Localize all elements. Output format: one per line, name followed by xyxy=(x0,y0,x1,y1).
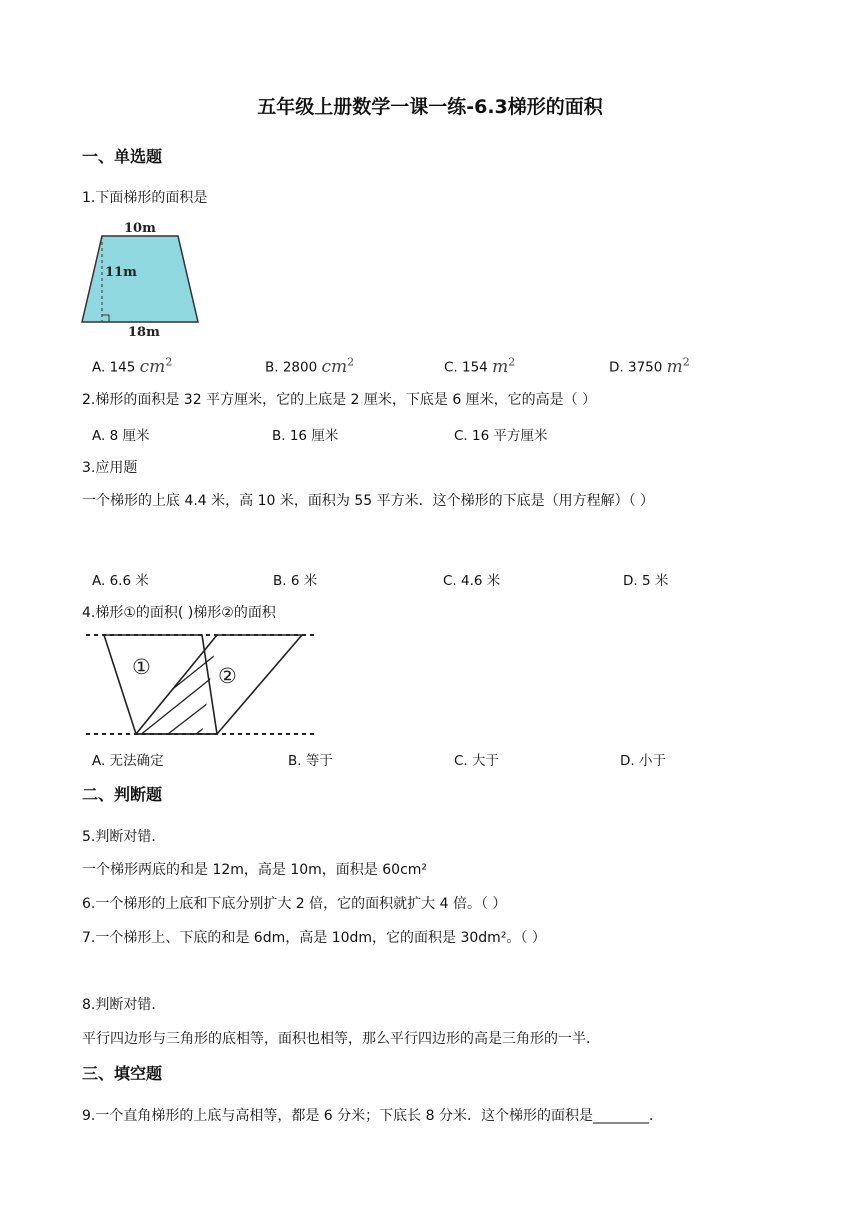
q4-option-a[interactable]: A. 无法确定 xyxy=(92,753,164,769)
q4-option-b[interactable]: B. 等于 xyxy=(288,753,333,769)
question-2-stem: 2.梯形的面积是 32 平方厘米，它的上底是 2 厘米，下底是 6 厘米，它的高是（ ） xyxy=(82,392,597,408)
question-7-stem: 7.一个梯形上、下底的和是 6dm，高是 10dm，它的面积是 30dm²。（ ） xyxy=(82,930,546,946)
q1-option-c[interactable]: C. 154 $m^2$ xyxy=(444,355,516,377)
q2-option-c[interactable]: C. 16 平方厘米 xyxy=(454,428,548,444)
question-1-stem: 1.下面梯形的面积是 xyxy=(82,190,208,206)
figure-bottom-label: 18m xyxy=(128,325,160,340)
two-trapezoids-figure xyxy=(84,628,316,740)
question-5-text: 一个梯形两底的和是 12m，高是 10m，面积是 60cm² xyxy=(82,862,428,878)
section-heading-fill-blank: 三、填空题 xyxy=(82,1064,163,1083)
q4-option-c[interactable]: C. 大于 xyxy=(454,753,500,769)
question-8-stem: 8.判断对错． xyxy=(82,997,166,1013)
question-9-stem: 9.一个直角梯形的上底与高相等，都是 6 分米；下底长 8 分米．这个梯形的面积是________． xyxy=(82,1108,663,1124)
question-3-text: 一个梯形的上底 4.4 米，高 10 米，面积为 55 平方米．这个梯形的下底是（用方程解）（ ） xyxy=(82,493,655,509)
page-title: 五年级上册数学一课一练-6.3梯形的面积 xyxy=(257,96,603,118)
question-5-stem: 5.判断对错． xyxy=(82,829,166,845)
q3-option-d[interactable]: D. 5 米 xyxy=(623,573,669,589)
q3-option-b[interactable]: B. 6 米 xyxy=(273,573,318,589)
trapezoid-1-label: ① xyxy=(132,655,151,679)
q1-option-d[interactable]: D. 3750 $m^2$ xyxy=(609,355,690,377)
figure-height-label: 11m xyxy=(105,265,137,280)
q2-option-b[interactable]: B. 16 厘米 xyxy=(272,428,339,444)
figure-top-label: 10m xyxy=(124,221,156,236)
section-heading-single-choice: 一、单选题 xyxy=(82,147,163,166)
trapezoid-2-label: ② xyxy=(218,664,237,688)
q2-option-a[interactable]: A. 8 厘米 xyxy=(92,428,150,444)
question-6-stem: 6.一个梯形的上底和下底分别扩大 2 倍，它的面积就扩大 4 倍。（ ） xyxy=(82,896,507,912)
q3-option-c[interactable]: C. 4.6 米 xyxy=(443,573,501,589)
question-3-stem: 3.应用题 xyxy=(82,460,138,476)
section-heading-true-false: 二、判断题 xyxy=(82,785,163,804)
q1-option-b[interactable]: B. 2800 $cm^2$ xyxy=(265,355,355,377)
question-8-text: 平行四边形与三角形的底相等，面积也相等，那么平行四边形的高是三角形的一半． xyxy=(82,1031,600,1047)
q1-option-a[interactable]: A. 145 $cm^2$ xyxy=(92,355,173,377)
trapezoid-figure xyxy=(80,218,202,340)
q3-option-a[interactable]: A. 6.6 米 xyxy=(92,573,149,589)
question-4-stem: 4.梯形①的面积( )梯形②的面积 xyxy=(82,605,276,621)
q4-option-d[interactable]: D. 小于 xyxy=(620,753,666,769)
